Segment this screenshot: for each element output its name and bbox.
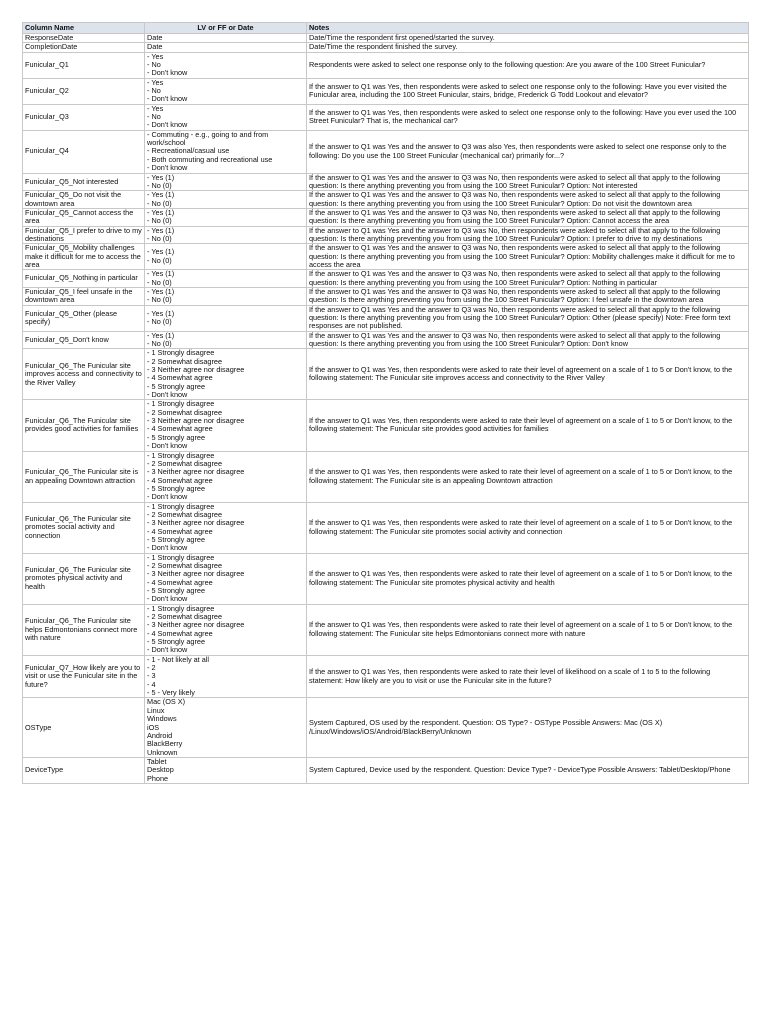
- table-row: [23, 400, 749, 451]
- option-line: - 2 Somewhat disagree: [147, 356, 223, 366]
- option-line: - No (0): [147, 233, 172, 243]
- notes-cell: If the answer to Q1 was Yes, then respondents were asked to select one response only to the following: Have you ever used the 100 Street Funicular? That is, the mechanical car?: [307, 104, 749, 130]
- column-name-cell: Funicular_Q6_The Funicular site provides good activities for families: [23, 400, 145, 451]
- option-line: Date: [147, 33, 163, 42]
- option-line: - 5 Strongly agree: [147, 432, 206, 442]
- type-cell: [145, 604, 307, 655]
- table-row: [23, 191, 749, 209]
- option-line: - Don't know: [147, 492, 188, 502]
- column-name-cell: Funicular_Q6_The Funicular site promotes social activity and connection: [23, 502, 145, 553]
- option-line: - 1 Strongly disagree: [147, 502, 215, 511]
- option-line: - 3 Neither agree nor disagree: [147, 620, 245, 630]
- header-column-name: Column Name: [23, 23, 145, 34]
- option-line: - 5 Strongly agree: [147, 483, 206, 493]
- type-cell: [145, 43, 307, 52]
- notes-cell: If the answer to Q1 was Yes, then respondents were asked to rate their level of agreement on a scale of 1 to 5 or Don't know, to the following statement: The Funicular site helps Edmontonians connect more with nature: [307, 604, 749, 655]
- column-name-cell: Funicular_Q5_Not interested: [23, 173, 145, 191]
- column-name-cell: Funicular_Q5_I prefer to drive to my destinations: [23, 226, 145, 244]
- option-line: - Don't know: [147, 543, 188, 553]
- notes-cell: System Captured, OS used by the respondent. Question: OS Type? - OSType Possible Answers: Mac (OS X) /Linux/Windows/iOS/Android/BlackBerry/Unknown: [307, 698, 749, 757]
- option-line: - Yes (1): [147, 226, 175, 235]
- option-line: - 2: [147, 663, 156, 673]
- option-line: - 3 Neither agree nor disagree: [147, 416, 245, 426]
- type-cell: [145, 698, 307, 757]
- option-line: - No: [147, 60, 161, 70]
- type-cell: [145, 502, 307, 553]
- option-line: Phone: [147, 773, 169, 783]
- notes-cell: System Captured, Device used by the respondent. Question: Device Type? - DeviceType Possible Answers: Tablet/Desktop/Phone: [307, 757, 749, 783]
- option-line: - 1 - Not likely at all: [147, 655, 210, 664]
- option-line: - No: [147, 86, 161, 96]
- option-line: - Yes (1): [147, 287, 175, 296]
- option-line: iOS: [147, 722, 160, 732]
- column-name-cell: DeviceType: [23, 757, 145, 783]
- option-line: - Don't know: [147, 645, 188, 655]
- type-cell: [145, 305, 307, 331]
- option-line: - Yes: [147, 52, 164, 61]
- option-line: - 4: [147, 679, 156, 689]
- notes-cell: If the answer to Q1 was Yes, then respondents were asked to rate their level of agreement on a scale of 1 to 5 or Don't know, to the following statement: The Funicular site provides good activities for families: [307, 400, 749, 451]
- table-row: [23, 130, 749, 173]
- option-line: - Yes (1): [147, 269, 175, 279]
- option-line: - 2 Somewhat disagree: [147, 612, 223, 622]
- option-line: - Don't know: [147, 120, 188, 130]
- option-line: - Don't know: [147, 94, 188, 104]
- option-line: - 4 Somewhat agree: [147, 475, 213, 485]
- table-row: [23, 698, 749, 757]
- notes-cell: If the answer to Q1 was Yes, then respondents were asked to rate their level of agreement on a scale of 1 to 5 or Don't know, to the following statement: The Funicular site promotes physical activity and health: [307, 553, 749, 604]
- column-name-cell: Funicular_Q5_Don't know: [23, 331, 145, 349]
- option-line: - 1 Strongly disagree: [147, 399, 215, 409]
- option-line: Android: [147, 730, 173, 740]
- type-cell: [145, 130, 307, 173]
- option-line: Windows: [147, 714, 177, 724]
- option-line: - 2 Somewhat disagree: [147, 560, 223, 570]
- type-cell: [145, 208, 307, 226]
- notes-cell: If the answer to Q1 was Yes and the answer to Q3 was No, then respondents were asked to select all that apply to the following question: Is there anything preventing you from using the 100 Street Funicular? Option: Other (please specify) Note: Free form text responses are not published.: [307, 305, 749, 331]
- notes-cell: If the answer to Q1 was Yes and the answer to Q3 was No, then respondents were asked to select all that apply to the following question: Is there anything preventing you from using the 100 Street Funicular? Option: Nothing in particular: [307, 270, 749, 288]
- notes-cell: Date/Time the respondent finished the survey.: [307, 43, 749, 52]
- type-cell: [145, 78, 307, 104]
- option-line: - 2 Somewhat disagree: [147, 509, 223, 519]
- option-line: - No (0): [147, 216, 172, 226]
- type-cell: [145, 34, 307, 43]
- option-line: - Don't know: [147, 441, 188, 451]
- option-line: - 3 Neither agree nor disagree: [147, 518, 245, 528]
- option-line: - 1 Strongly disagree: [147, 451, 215, 460]
- option-line: - Yes (1): [147, 173, 175, 182]
- option-line: - Yes (1): [147, 208, 175, 217]
- option-line: - 4 Somewhat agree: [147, 577, 213, 587]
- type-cell: [145, 451, 307, 502]
- notes-cell: If the answer to Q1 was Yes, then respondents were asked to select one response only to the following: Have you ever visited the Funicular area, including the 100 Street Funicular, stairs, bridge, Frederick G Todd Lookout and elevator?: [307, 78, 749, 104]
- column-name-cell: CompletionDate: [23, 43, 145, 52]
- option-line: - Yes (1): [147, 190, 175, 200]
- option-line: - Yes: [147, 78, 164, 87]
- option-line: BlackBerry: [147, 739, 183, 749]
- type-cell: [145, 400, 307, 451]
- notes-cell: If the answer to Q1 was Yes, then respondents were asked to rate their level of agreement on a scale of 1 to 5 or Don't know, to the following statement: The Funicular site promotes social activity and connection: [307, 502, 749, 553]
- type-cell: [145, 104, 307, 130]
- option-line: - 4 Somewhat agree: [147, 628, 213, 638]
- table-body: [23, 34, 749, 784]
- notes-cell: If the answer to Q1 was Yes, then respondents were asked to rate their level of agreement on a scale of 1 to 5 or Don't know, to the following statement: The Funicular site improves access and connectivity to the River Valley: [307, 349, 749, 400]
- table-row: [23, 52, 749, 78]
- table-row: [23, 757, 749, 783]
- table-row: [23, 78, 749, 104]
- table-row: [23, 173, 749, 191]
- column-name-cell: Funicular_Q6_The Funicular site helps Edmontonians connect more with nature: [23, 604, 145, 655]
- column-name-cell: ResponseDate: [23, 34, 145, 43]
- notes-cell: If the answer to Q1 was Yes and the answer to Q3 was No, then respondents were asked to select all that apply to the following question: Is there anything preventing you from using the 100 Street Funicular? Option: Don't know: [307, 331, 749, 349]
- notes-cell: If the answer to Q1 was Yes and the answer to Q3 was No, then respondents were asked to select all that apply to the following question: Is there anything preventing you from using the 100 Street Funicular? Option: I prefer to drive to my destinations: [307, 226, 749, 244]
- option-line: - Yes (1): [147, 331, 175, 340]
- option-line: - 5 Strongly agree: [147, 586, 206, 595]
- type-cell: [145, 757, 307, 783]
- option-line: - 5 Strongly agree: [147, 381, 206, 391]
- notes-cell: If the answer to Q1 was Yes and the answer to Q3 was No, then respondents were asked to select all that apply to the following question: Is there anything preventing you from using the 100 Street Funicular? Option: Mobility challenges make it difficult for me to access the area: [307, 244, 749, 270]
- option-line: - No (0): [147, 277, 172, 287]
- option-line: - Yes: [147, 104, 164, 113]
- column-name-cell: Funicular_Q3: [23, 104, 145, 130]
- option-line: - 3 Neither agree nor disagree: [147, 365, 245, 375]
- table-row: [23, 244, 749, 270]
- table-row: [23, 502, 749, 553]
- column-name-cell: Funicular_Q6_The Funicular site improves access and connectivity to the River Valley: [23, 349, 145, 400]
- option-line: - Commuting - e.g., going to and from work/school: [147, 130, 269, 148]
- column-name-cell: Funicular_Q2: [23, 78, 145, 104]
- notes-cell: Respondents were asked to select one response only to the following question: Are you aware of the 100 Street Funicular?: [307, 52, 749, 78]
- option-line: Date: [147, 42, 163, 52]
- notes-cell: If the answer to Q1 was Yes and the answer to Q3 was No, then respondents were asked to select all that apply to the following question: Is there anything preventing you from using the 100 Street Funicular? Option: Do not visit the downtown area: [307, 191, 749, 209]
- column-name-cell: Funicular_Q5_Do not visit the downtown area: [23, 191, 145, 209]
- table-row: [23, 553, 749, 604]
- type-cell: [145, 349, 307, 400]
- table-row: [23, 270, 749, 288]
- option-line: - 4 Somewhat agree: [147, 424, 213, 434]
- notes-cell: If the answer to Q1 was Yes, then respondents were asked to rate their level of likelihood on a scale of 1 to 5 to the following statement: How likely are you to visit or use the Funicular site in the future?: [307, 655, 749, 698]
- column-name-cell: Funicular_Q5_Mobility challenges make it difficult for me to access the area: [23, 244, 145, 270]
- option-line: - No (0): [147, 339, 172, 349]
- table-row: [23, 34, 749, 43]
- notes-cell: Date/Time the respondent first opened/started the survey.: [307, 34, 749, 43]
- table-row: [23, 331, 749, 349]
- option-line: Mac (OS X): [147, 697, 186, 707]
- option-line: - Don't know: [147, 390, 188, 400]
- option-line: - No (0): [147, 180, 172, 190]
- column-name-cell: Funicular_Q5_Nothing in particular: [23, 270, 145, 288]
- option-line: - 5 Strongly agree: [147, 534, 206, 544]
- notes-cell: If the answer to Q1 was Yes and the answer to Q3 was No, then respondents were asked to select all that apply to the following question: Is there anything preventing you from using the 100 Street Funicular? Option: Not interested: [307, 173, 749, 191]
- column-name-cell: Funicular_Q4: [23, 130, 145, 173]
- column-name-cell: Funicular_Q5_I feel unsafe in the downtown area: [23, 287, 145, 305]
- column-name-cell: Funicular_Q6_The Funicular site promotes physical activity and health: [23, 553, 145, 604]
- option-line: - 4 Somewhat agree: [147, 526, 213, 536]
- column-name-cell: OSType: [23, 698, 145, 757]
- option-line: - 5 Strongly agree: [147, 637, 206, 647]
- table-row: [23, 451, 749, 502]
- option-line: - Yes (1): [147, 247, 175, 257]
- option-line: - No (0): [147, 198, 172, 208]
- option-line: - 2 Somewhat disagree: [147, 458, 223, 468]
- table-row: [23, 226, 749, 244]
- type-cell: [145, 173, 307, 191]
- table-row: [23, 208, 749, 226]
- option-line: - Both commuting and recreational use: [147, 154, 273, 164]
- type-cell: [145, 244, 307, 270]
- table-row: [23, 349, 749, 400]
- option-line: - Recreational/casual use: [147, 146, 230, 156]
- option-line: - 1 Strongly disagree: [147, 604, 215, 613]
- option-line: - Don't know: [147, 594, 188, 604]
- option-line: - Don't know: [147, 163, 188, 173]
- type-cell: [145, 191, 307, 209]
- type-cell: [145, 331, 307, 349]
- option-line: - Don't know: [147, 68, 188, 78]
- column-name-cell: Funicular_Q1: [23, 52, 145, 78]
- option-line: - No (0): [147, 295, 172, 305]
- table-row: [23, 104, 749, 130]
- column-name-cell: Funicular_Q7_How likely are you to visit or use the Funicular site in the future?: [23, 655, 145, 698]
- option-line: - 3 Neither agree nor disagree: [147, 467, 245, 477]
- table-row: [23, 305, 749, 331]
- type-cell: [145, 270, 307, 288]
- option-line: Unknown: [147, 747, 178, 757]
- header-row: [23, 23, 749, 34]
- table-row: [23, 655, 749, 698]
- type-cell: [145, 52, 307, 78]
- option-line: - 1 Strongly disagree: [147, 553, 215, 562]
- type-cell: [145, 287, 307, 305]
- option-line: - No (0): [147, 255, 172, 265]
- option-line: - 4 Somewhat agree: [147, 373, 213, 383]
- table-row: [23, 604, 749, 655]
- column-name-cell: Funicular_Q5_Cannot access the area: [23, 208, 145, 226]
- data-dictionary-table: [22, 22, 749, 784]
- option-line: - 2 Somewhat disagree: [147, 407, 223, 417]
- notes-cell: If the answer to Q1 was Yes and the answer to Q3 was No, then respondents were asked to select all that apply to the following question: Is there anything preventing you from using the 100 Street Funicular? Option: I feel unsafe in the downtown area: [307, 287, 749, 305]
- type-cell: [145, 655, 307, 698]
- header-notes: Notes: [307, 23, 749, 34]
- option-line: - 1 Strongly disagree: [147, 348, 215, 358]
- option-line: - 5 - Very likely: [147, 688, 195, 698]
- option-line: Linux: [147, 705, 165, 715]
- column-name-cell: Funicular_Q6_The Funicular site is an appealing Downtown attraction: [23, 451, 145, 502]
- option-line: - Yes (1): [147, 308, 175, 318]
- type-cell: [145, 226, 307, 244]
- notes-cell: If the answer to Q1 was Yes, then respondents were asked to rate their level of agreement on a scale of 1 to 5 or Don't know, to the following statement: The Funicular site is an appealing Downtown attraction: [307, 451, 749, 502]
- column-name-cell: Funicular_Q5_Other (please specify): [23, 305, 145, 331]
- type-cell: [145, 553, 307, 604]
- table-row: [23, 287, 749, 305]
- option-line: - No (0): [147, 317, 172, 327]
- header-type: LV or FF or Date: [145, 23, 307, 34]
- option-line: - 3 Neither agree nor disagree: [147, 569, 245, 579]
- option-line: - No: [147, 112, 161, 122]
- table-row: [23, 43, 749, 52]
- notes-cell: If the answer to Q1 was Yes and the answer to Q3 was No, then respondents were asked to select all that apply to the following question: Is there anything preventing you from using the 100 Street Funicular? Option: Cannot access the area: [307, 208, 749, 226]
- notes-cell: If the answer to Q1 was Yes and the answer to Q3 was also Yes, then respondents were asked to select one response only to the following: Do you use the 100 Street Funicular (mechanical car) primarily for...?: [307, 130, 749, 173]
- option-line: - 3: [147, 671, 156, 681]
- option-line: Desktop: [147, 765, 174, 775]
- option-line: Tablet: [147, 757, 167, 766]
